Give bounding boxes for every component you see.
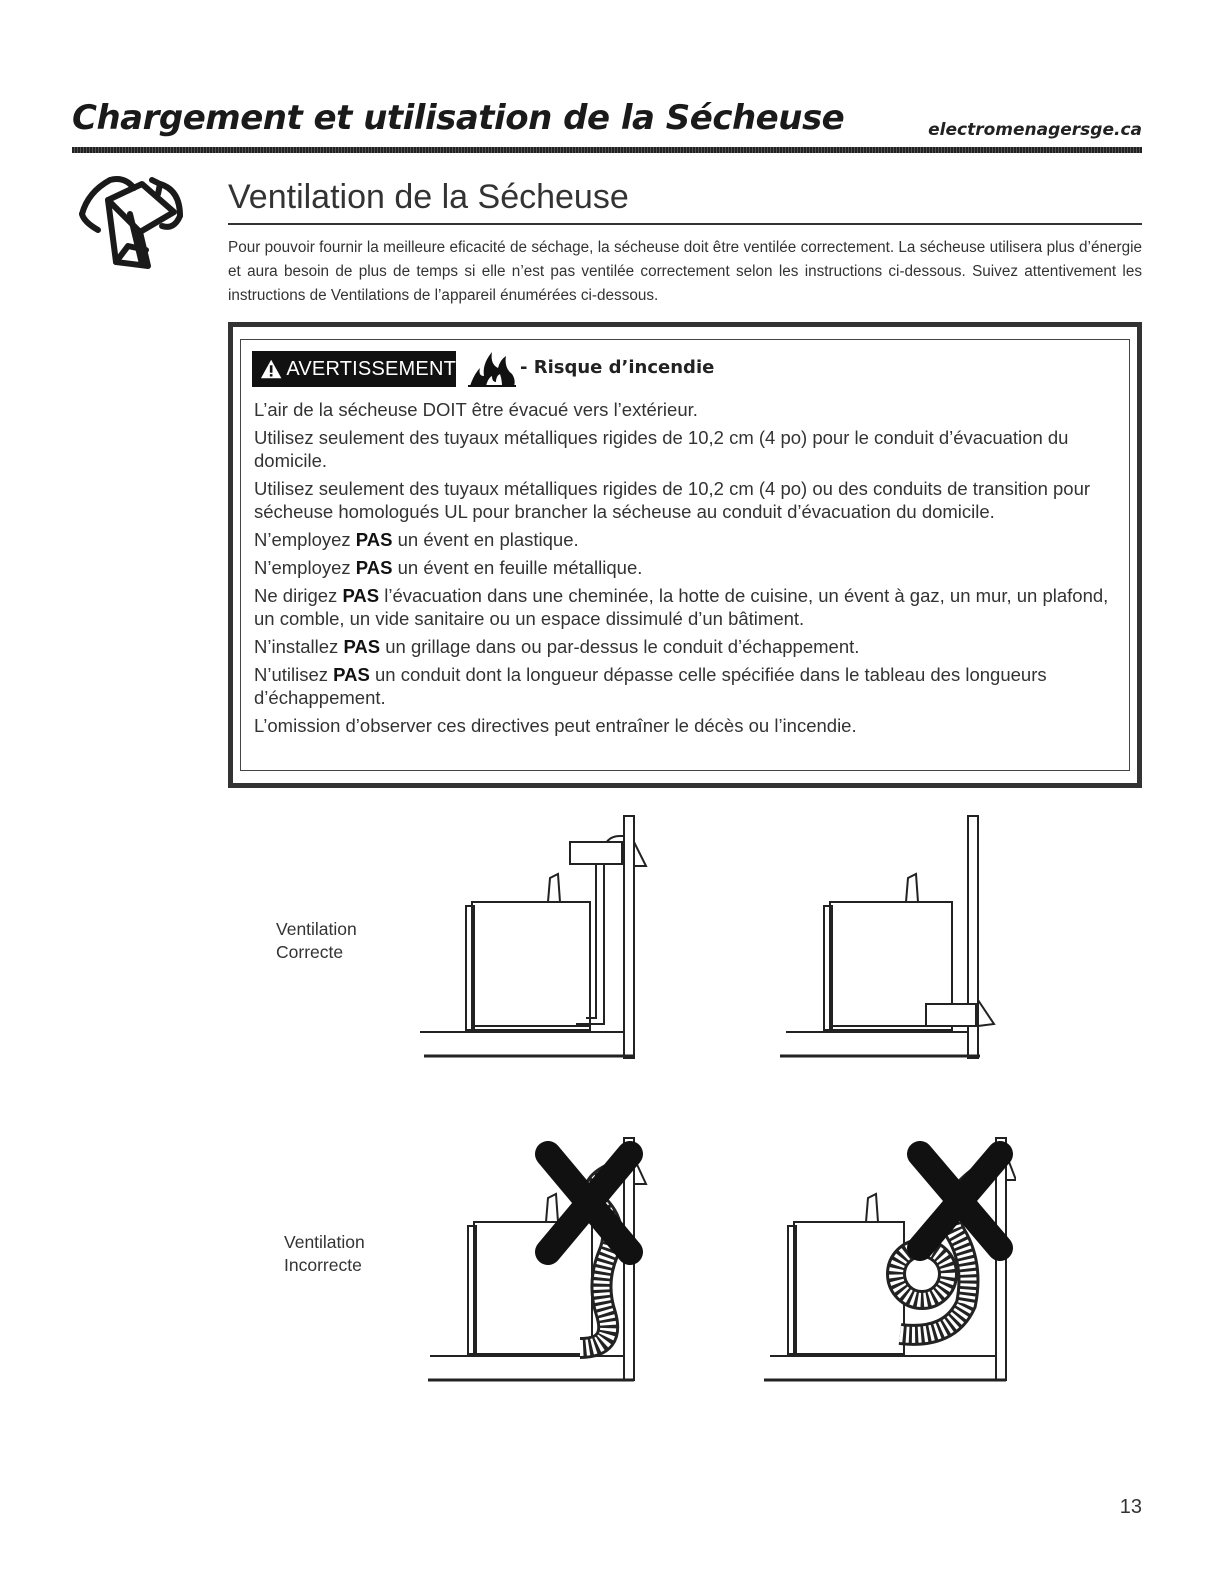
incorrect-vent-diagram-2 bbox=[760, 1134, 1016, 1384]
warning-line-emphasis: PAS bbox=[355, 529, 393, 550]
warning-triangle-icon bbox=[260, 358, 282, 380]
warning-badge bbox=[252, 351, 456, 387]
warning-line-text-end: un grillage dans ou par-dessus le conduit d’échappement. bbox=[380, 636, 860, 657]
warning-line-emphasis: PAS bbox=[333, 664, 370, 685]
page-number: 13 bbox=[1119, 1496, 1142, 1518]
page-header-title: Chargement et utilisation de la Sécheuse bbox=[72, 98, 845, 138]
warning-line-text: Utilisez seulement des tuyaux métalliques rigides de 10,2 cm (4 po) ou des conduits de transition pour sécheuse homologués UL pour brancher la sécheuse au conduit d’évacuation du domicile. bbox=[254, 478, 1091, 522]
warning-line-text: N’utilisez bbox=[254, 664, 334, 685]
warning-line-emphasis: PAS bbox=[355, 557, 393, 578]
warning-line bbox=[254, 556, 1122, 579]
warning-line-text: L’air de la sécheuse DOIT être évacué vers l’extérieur. bbox=[254, 399, 698, 420]
warning-line-text-end: l’évacuation dans une cheminée, la hotte de cuisine, un évent à gaz, un mur, un plafond, un comble, un vide sanitaire ou un espace dissimulé d’un bâtiment. bbox=[254, 585, 1109, 629]
warning-line-emphasis: PAS bbox=[343, 636, 381, 657]
incorrect-label-line-1: Ventilation bbox=[284, 1232, 365, 1252]
warning-line bbox=[254, 528, 1122, 551]
warning-badge-label: AVERTISSEMENT bbox=[286, 357, 456, 380]
website-link[interactable]: electromenagersge.ca bbox=[928, 120, 1142, 140]
section-rule bbox=[228, 223, 1142, 225]
warning-instructions bbox=[254, 398, 1122, 742]
warning-line-text: N’installez bbox=[254, 636, 344, 657]
warning-line-text-end: un évent en feuille métallique. bbox=[392, 557, 643, 578]
warning-line bbox=[254, 477, 1122, 523]
warning-line-text: Ne dirigez bbox=[254, 585, 343, 606]
correct-vent-diagram-2 bbox=[776, 812, 1016, 1062]
warning-line-text: Utilisez seulement des tuyaux métalliques rigides de 10,2 cm (4 po) pour le conduit d’évacuation du domicile. bbox=[254, 427, 1069, 471]
incorrect-label-line-2: Incorrecte bbox=[284, 1255, 362, 1275]
correct-label-line-2: Correcte bbox=[276, 942, 344, 962]
dryer-vent-icon bbox=[76, 170, 188, 274]
incorrect-ventilation-label bbox=[284, 1231, 365, 1277]
header-rule bbox=[72, 147, 1142, 153]
warning-line-emphasis: PAS bbox=[342, 585, 380, 606]
correct-label-line-1: Ventilation bbox=[276, 919, 357, 939]
warning-line bbox=[254, 635, 1122, 658]
warning-line-text: N’employez bbox=[254, 529, 356, 550]
correct-ventilation-label bbox=[276, 918, 357, 964]
warning-line-text-end: un conduit dont la longueur dépasse celle spécifiée dans le tableau des longueurs d’échappement. bbox=[254, 664, 1047, 708]
section-title: Ventilation de la Sécheuse bbox=[228, 178, 629, 216]
fire-icon bbox=[466, 346, 518, 388]
incorrect-vent-diagram-1 bbox=[420, 1134, 660, 1384]
warning-line bbox=[254, 663, 1122, 709]
warning-line-text: L’omission d’observer ces directives peut entraîner le décès ou l’incendie. bbox=[254, 715, 857, 736]
warning-risk-title: - Risque d’incendie bbox=[520, 357, 715, 378]
warning-line-text: N’employez bbox=[254, 557, 356, 578]
section-intro: Pour pouvoir fournir la meilleure eficacité de séchage, la sécheuse doit être ventilée correctement. La sécheuse utilisera plus d’énergie et aura besoin de plus de temps si elle n’est pas ventilée correctement selon les instructions ci-dessous. Suivez attentivement les instructions de Ventilations de l’appareil énumérées ci-dessous. bbox=[228, 239, 1142, 304]
warning-line-text-end: un évent en plastique. bbox=[392, 529, 579, 550]
correct-vent-diagram-1 bbox=[420, 812, 660, 1062]
warning-line bbox=[254, 426, 1122, 472]
warning-line bbox=[254, 714, 1122, 737]
warning-line bbox=[254, 584, 1122, 630]
warning-line bbox=[254, 398, 1122, 421]
